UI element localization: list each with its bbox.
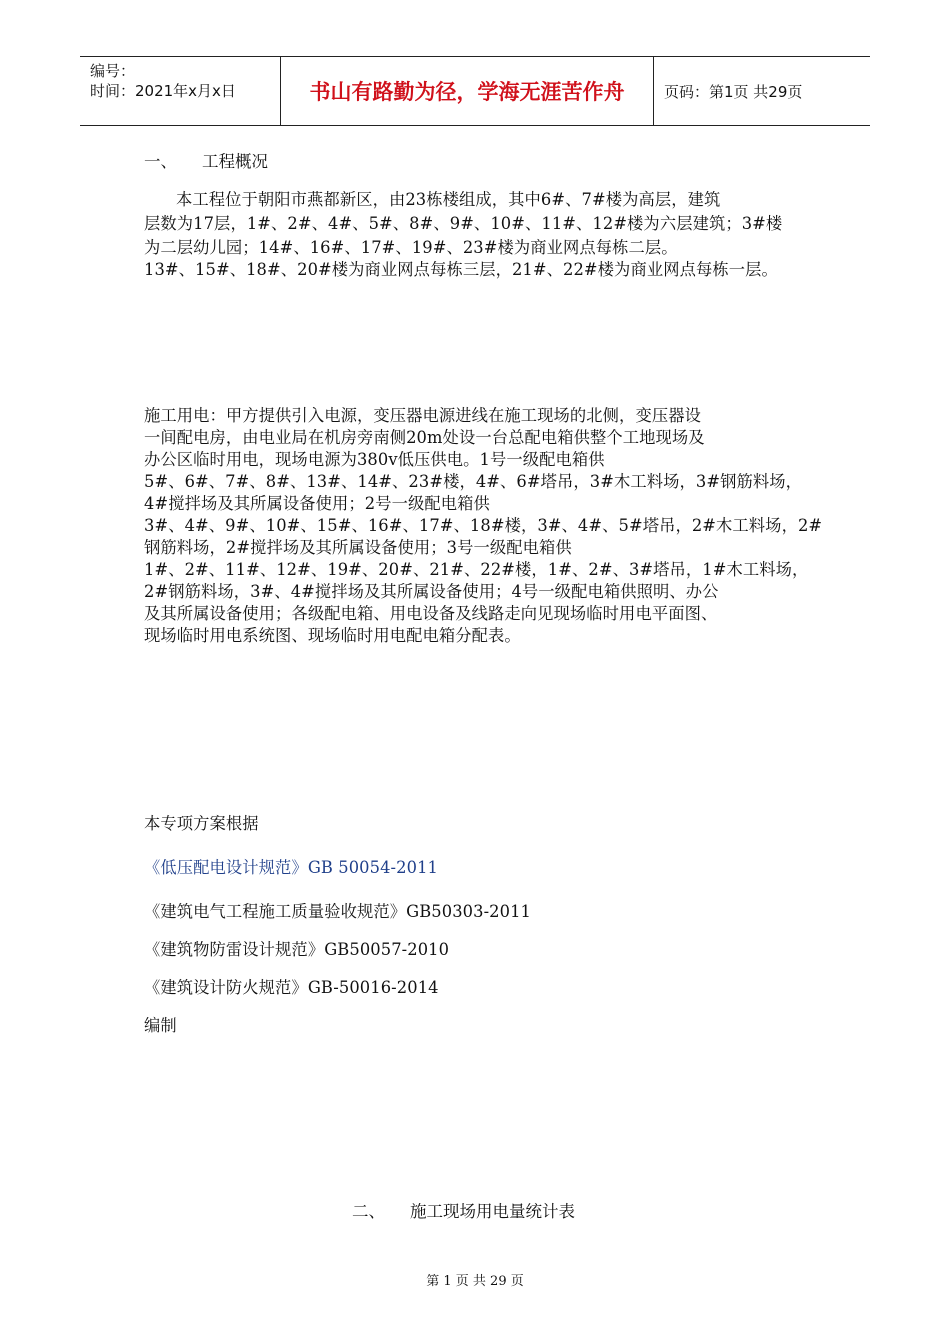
section1-heading-number: 一、 <box>144 152 177 171</box>
standard-item: 《建筑电气工程施工质量验收规范》GB50303-2011 <box>144 902 532 921</box>
power-line: 办公区临时用电，现场电源为380v低压供电。1号一级配电箱供 <box>144 450 605 469</box>
power-line: 钢筋料场，2#搅拌场及其所属设备使用；3号一级配电箱供 <box>144 538 572 557</box>
power-line: 2#钢筋料场，3#、4#搅拌场及其所属设备使用；4号一级配电箱供照明、办公 <box>144 582 719 601</box>
page-footer: 第 1 页 共 29 页 <box>426 1274 524 1289</box>
overview-line: 13#、15#、18#、20#楼为商业网点每栋三层，21#、22#楼为商业网点每栋一层。 <box>144 260 778 279</box>
section2-heading: 施工现场用电量统计表 <box>410 1202 575 1221</box>
power-line: 1#、2#、11#、12#、19#、20#、21#、22#楼，1#、2#、3#塔吊，1#木工料场， <box>144 560 809 579</box>
power-line: 5#、6#、7#、8#、13#、14#、23#楼，4#、6#塔吊，3#木工料场，3#钢筋料场， <box>144 472 802 491</box>
basis-intro: 本专项方案根据 <box>144 814 259 833</box>
document-header <box>80 56 870 126</box>
number-label: 编号： <box>90 62 136 80</box>
overview-line: 层数为17层，1#、2#、4#、5#、8#、9#、10#、11#、12#楼为六层建筑；3#楼 <box>144 214 783 233</box>
overview-line: 为二层幼儿园；14#、16#、17#、19#、23#楼为商业网点每栋二层。 <box>144 238 678 257</box>
power-line: 3#、4#、9#、10#、15#、16#、17#、18#楼，3#、4#、5#塔吊，2#木工料场，2# <box>144 516 823 535</box>
power-line: 及其所属设备使用；各级配电箱、用电设备及线路走向见现场临时用电平面图、 <box>144 604 718 623</box>
compile-label: 编制 <box>144 1016 177 1035</box>
section2-heading-number: 二、 <box>352 1202 385 1221</box>
power-line: 施工用电：甲方提供引入电源，变压器电源进线在施工现场的北侧，变压器设 <box>144 406 701 425</box>
standard-item: 《建筑设计防火规范》GB-50016-2014 <box>144 978 439 997</box>
power-line: 一间配电房，由电业局在机房旁南侧20m处设一台总配电箱供整个工地现场及 <box>144 428 705 447</box>
overview-line: 本工程位于朝阳市燕都新区，由23栋楼组成，其中6#、7#楼为高层，建筑 <box>176 190 721 209</box>
power-line: 现场临时用电系统图、现场临时用电配电箱分配表。 <box>144 626 521 645</box>
section1-heading: 工程概况 <box>202 152 268 171</box>
header-page-info: 页码：第1页 共29页 <box>664 82 803 101</box>
header-motto: 书山有路勤为径，学海无涯苦作舟 <box>281 57 654 125</box>
standard-item: 《建筑物防雷设计规范》GB50057-2010 <box>144 940 450 959</box>
header-meta <box>80 57 281 125</box>
power-line: 4#搅拌场及其所属设备使用；2号一级配电箱供 <box>144 494 490 513</box>
time-label: 时间：2021年x月x日 <box>90 82 236 100</box>
standard-item: 《低压配电设计规范》GB 50054-2011 <box>144 858 438 877</box>
